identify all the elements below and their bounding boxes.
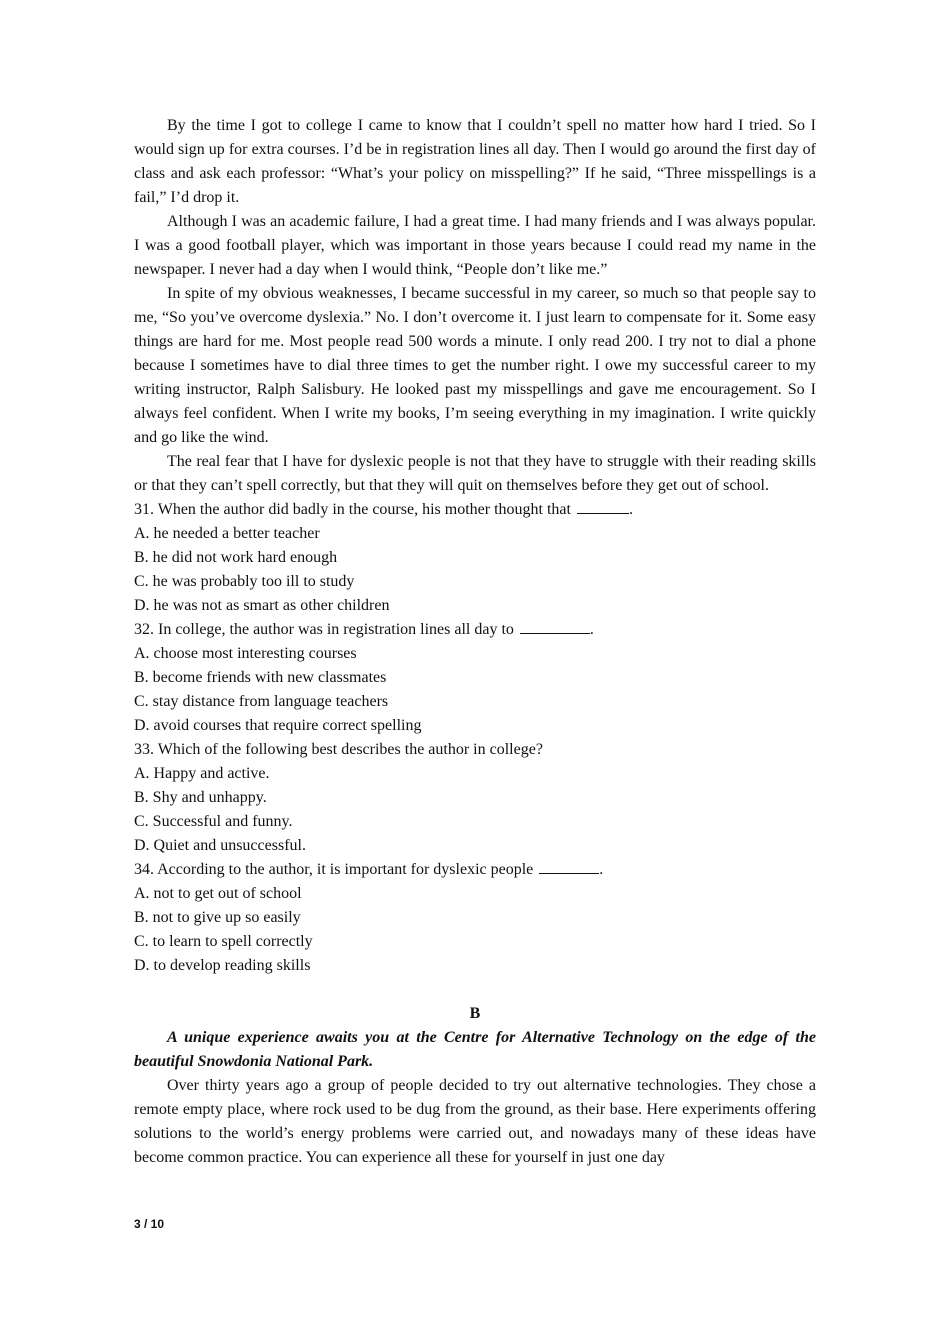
page-number: 3 / 10	[134, 1217, 165, 1231]
question-32-option-d: D. avoid courses that require correct spelling	[134, 717, 422, 734]
question-33	[134, 738, 816, 762]
section-gap	[134, 978, 816, 1002]
question-34-end: .	[599, 861, 604, 878]
question-34-option-a: A. not to get out of school	[134, 885, 302, 902]
section-b-label: B	[469, 1005, 481, 1022]
question-32	[134, 618, 816, 642]
question-34-option-b: B. not to give up so easily	[134, 909, 301, 926]
passage-a-paragraph-3: In spite of my obvious weaknesses, I became successful in my career, so much so that people say to me, “So you’ve overcome dyslexia.” No. I don’t overcome it. I just learn to compensate for it. Some easy things are hard for me. Most people read 500 words a minute. I only read 200. I try not to dial a phone because I sometimes have to dial three times to get the number right. I owe my successful career to my writing instructor, Ralph Salisbury. He looked past my misspellings and gave me encouragement. So I always feel confident. When I write my books, I’m seeing everything in my imagination. I write quickly and go like the wind.	[134, 285, 816, 446]
question-33-option-a: A. Happy and active.	[134, 765, 270, 782]
question-31	[134, 498, 816, 522]
passage-a-paragraph-4: The real fear that I have for dyslexic people is not that they have to struggle with their reading skills or that they can’t spell correctly, but that they will quit on themselves before they get out of school.	[134, 453, 816, 494]
question-33-option-b: B. Shy and unhappy.	[134, 789, 267, 806]
question-33-option-d: D. Quiet and unsuccessful.	[134, 837, 306, 854]
question-32-option-c: C. stay distance from language teachers	[134, 693, 389, 710]
answer-blank	[577, 499, 629, 514]
question-32-option-a: A. choose most interesting courses	[134, 645, 357, 662]
answer-blank	[520, 619, 590, 634]
question-31-stem: 31. When the author did badly in the course, his mother thought that	[134, 501, 571, 518]
passage-a-paragraph-1: By the time I got to college I came to know that I couldn’t spell no matter how hard I tried. So I would sign up for extra courses. I’d be in registration lines all day. Then I would go around the first day of class and ask each professor: “What’s your policy on misspelling?” If he said, “Three misspellings is a fail,” I’d drop it.	[134, 117, 816, 206]
question-34-option-c: C. to learn to spell correctly	[134, 933, 313, 950]
question-32-end: .	[589, 621, 594, 638]
question-34-option-d: D. to develop reading skills	[134, 957, 311, 974]
question-31-option-a: A. he needed a better teacher	[134, 525, 320, 542]
question-33-stem: 33. Which of the following best describes the author in college?	[134, 741, 543, 758]
question-31-option-d: D. he was not as smart as other children	[134, 597, 390, 614]
passage-b-paragraph-1: Over thirty years ago a group of people decided to try out alternative technologies. They chose a remote empty place, where rock used to be dug from the ground, as their base. Here experiments offering solutions to the world’s energy problems were carried out, and nowadays many of these ideas have become common practice. You can experience all these for yourself in just one day	[134, 1077, 816, 1166]
question-31-end: .	[628, 501, 633, 518]
question-31-option-b: B. he did not work hard enough	[134, 549, 338, 566]
question-33-option-c: C. Successful and funny.	[134, 813, 293, 830]
answer-blank	[539, 859, 599, 874]
question-31-option-c: C. he was probably too ill to study	[134, 573, 355, 590]
passage-a-paragraph-2: Although I was an academic failure, I had a great time. I had many friends and I was always popular. I was a good football player, which was important in those years because I could read my name in the newspaper. I never had a day when I would think, “People don’t like me.”	[134, 213, 816, 278]
question-32-option-b: B. become friends with new classmates	[134, 669, 387, 686]
question-34	[134, 858, 816, 882]
document-body	[134, 114, 816, 1170]
passage-b-intro: A unique experience awaits you at the Centre for Alternative Technology on the edge of the beautiful Snowdonia National Park.	[134, 1029, 816, 1070]
question-32-stem: 32. In college, the author was in registration lines all day to	[134, 621, 514, 638]
question-34-stem: 34. According to the author, it is important for dyslexic people	[134, 861, 534, 878]
